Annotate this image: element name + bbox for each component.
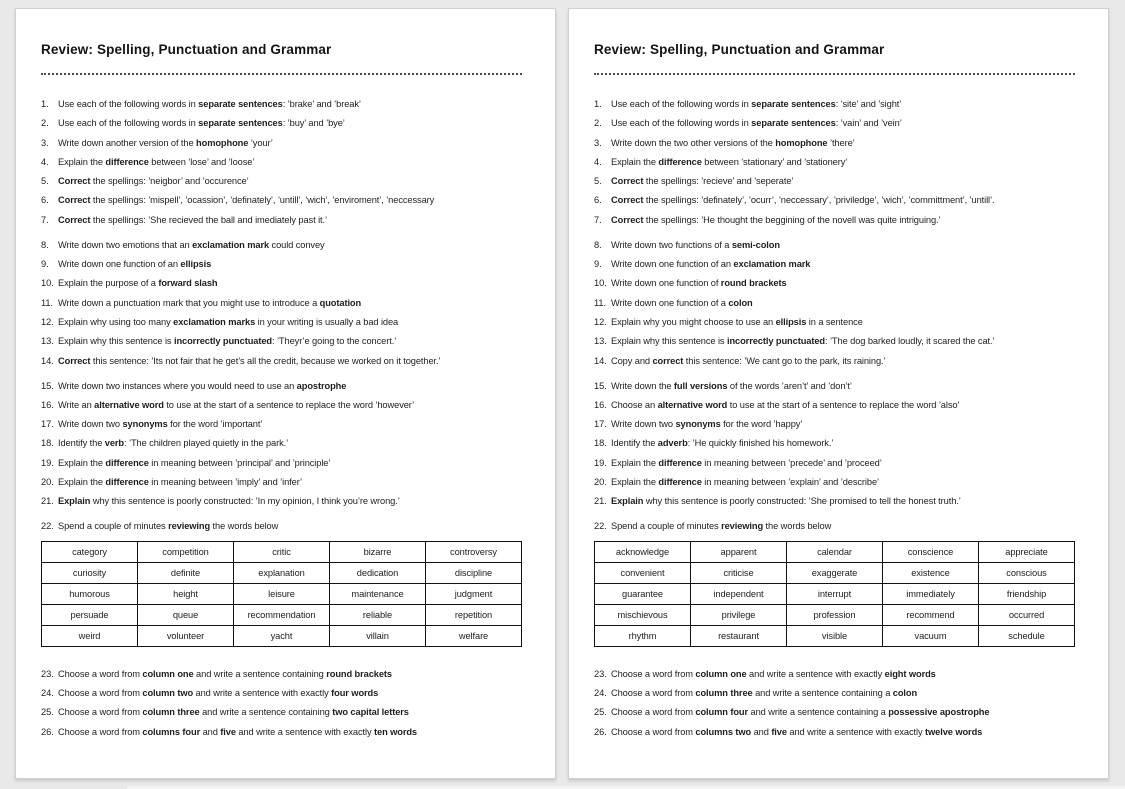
question-text: Correct the spellings: ’definately’, ’ocurr’, ’neccessary’, ’priviledge’, ’wich’, ’committment’, ’untill’. bbox=[611, 195, 995, 206]
question-text: Explain the difference in meaning between ’precede’ and ’proceed’ bbox=[611, 457, 882, 468]
question-row bbox=[41, 118, 522, 129]
word-cell: humorous bbox=[42, 583, 138, 604]
question-text: Choose a word from column three and write a sentence containing two capital letters bbox=[58, 707, 409, 718]
question-text: Spend a couple of minutes reviewing the words below bbox=[58, 521, 279, 532]
question-text: Use each of the following words in separate sentences: ’brake’ and ’break’ bbox=[58, 99, 361, 109]
question-row bbox=[41, 669, 522, 680]
question-row bbox=[594, 157, 1075, 168]
question-row bbox=[594, 298, 1075, 309]
question-number: 26. bbox=[594, 726, 607, 737]
word-review-table bbox=[594, 541, 1075, 647]
question-text: Identify the adverb: ’He quickly finished his homework.’ bbox=[611, 438, 834, 449]
question-row bbox=[41, 438, 522, 449]
question-row bbox=[41, 400, 522, 411]
word-cell: persuade bbox=[42, 604, 138, 625]
question-row bbox=[594, 99, 1075, 110]
question-text: Identify the verb: ’The children played quietly in the park.’ bbox=[58, 438, 289, 449]
question-number: 5. bbox=[594, 176, 602, 187]
question-row bbox=[594, 688, 1075, 699]
word-cell: profession bbox=[787, 604, 883, 625]
question-text: Spend a couple of minutes reviewing the words below bbox=[611, 521, 832, 532]
word-cell: volunteer bbox=[138, 625, 234, 646]
word-cell: restaurant bbox=[691, 625, 787, 646]
question-number: 3. bbox=[41, 137, 49, 148]
question-row bbox=[594, 118, 1075, 129]
question-text: Explain why this sentence is poorly constructed: ’She promised to tell the honest truth.’ bbox=[611, 496, 961, 507]
word-cell: critic bbox=[234, 541, 330, 562]
question-row bbox=[594, 707, 1075, 718]
question-number: 8. bbox=[41, 239, 49, 250]
word-cell: judgment bbox=[426, 583, 522, 604]
question-row bbox=[594, 669, 1075, 680]
question-row bbox=[41, 458, 522, 469]
question-number: 5. bbox=[41, 176, 49, 187]
question-text: Explain why this sentence is poorly constructed: ’In my opinion, I think you’re wrong.’ bbox=[58, 496, 400, 507]
question-text: Use each of the following words in separate sentences: ’site’ and ’sight’ bbox=[611, 99, 902, 109]
question-row bbox=[594, 317, 1075, 328]
worksheet-page-2 bbox=[568, 8, 1109, 779]
question-row bbox=[41, 356, 522, 367]
word-cell: leisure bbox=[234, 583, 330, 604]
question-group bbox=[41, 381, 522, 508]
question-number: 19. bbox=[594, 457, 607, 468]
question-number: 22. bbox=[594, 521, 607, 532]
question-row bbox=[41, 99, 522, 110]
table-row bbox=[595, 562, 1075, 583]
question-text: Explain the difference in meaning between ’explain’ and ’describe’ bbox=[611, 477, 880, 488]
question-text: Explain the difference between ’stationary’ and ’stationery’ bbox=[611, 156, 848, 167]
question-groups-top bbox=[594, 99, 1075, 532]
question-number: 25. bbox=[594, 707, 607, 718]
question-number: 16. bbox=[594, 399, 607, 410]
table-row bbox=[42, 562, 522, 583]
word-cell: convenient bbox=[595, 562, 691, 583]
question-row bbox=[41, 176, 522, 187]
question-group bbox=[594, 381, 1075, 508]
word-cell: villain bbox=[330, 625, 426, 646]
question-row bbox=[41, 138, 522, 149]
word-cell: privilege bbox=[691, 604, 787, 625]
question-number: 20. bbox=[41, 477, 54, 488]
question-number: 7. bbox=[594, 214, 602, 225]
question-text: Use each of the following words in separate sentences: ’vain’ and ’vein’ bbox=[611, 118, 902, 129]
question-text: Choose a word from column one and write a sentence containing round brackets bbox=[58, 668, 392, 679]
question-row bbox=[41, 521, 522, 532]
question-number: 2. bbox=[594, 118, 602, 129]
question-number: 10. bbox=[594, 278, 607, 289]
word-cell: competition bbox=[138, 541, 234, 562]
question-row bbox=[41, 298, 522, 309]
table-row bbox=[595, 583, 1075, 604]
question-text: Choose a word from column two and write a sentence with exactly four words bbox=[58, 687, 379, 698]
question-row bbox=[594, 336, 1075, 347]
question-number: 24. bbox=[594, 687, 607, 698]
question-text: Choose an alternative word to use at the start of a sentence to replace the word ’also’ bbox=[611, 399, 960, 410]
word-cell: rhythm bbox=[595, 625, 691, 646]
word-cell: welfare bbox=[426, 625, 522, 646]
question-text: Write down two synonyms for the word ’important’ bbox=[58, 419, 263, 430]
table-row bbox=[595, 541, 1075, 562]
question-number: 12. bbox=[41, 316, 54, 327]
word-cell: calendar bbox=[787, 541, 883, 562]
question-text: Choose a word from column four and write a sentence containing a possessive apostrophe bbox=[611, 707, 990, 718]
question-number: 20. bbox=[594, 477, 607, 488]
question-groups-top bbox=[41, 99, 522, 532]
question-group bbox=[594, 521, 1075, 532]
word-cell: recommend bbox=[883, 604, 979, 625]
word-cell: explanation bbox=[234, 562, 330, 583]
question-groups-bottom bbox=[41, 669, 522, 738]
question-number: 12. bbox=[594, 316, 607, 327]
question-number: 15. bbox=[594, 380, 607, 391]
question-text: Write down two functions of a semi-colon bbox=[611, 239, 780, 250]
question-row bbox=[41, 727, 522, 738]
question-text: Choose a word from column one and write a sentence with exactly eight words bbox=[611, 668, 936, 679]
word-cell: occurred bbox=[979, 604, 1075, 625]
question-text: Copy and correct this sentence: ’We cant go to the park, its raining.’ bbox=[611, 355, 886, 366]
word-cell: reliable bbox=[330, 604, 426, 625]
word-cell: category bbox=[42, 541, 138, 562]
question-number: 23. bbox=[594, 668, 607, 679]
word-review-table bbox=[41, 541, 522, 647]
question-row bbox=[594, 240, 1075, 251]
question-number: 23. bbox=[41, 668, 54, 679]
word-cell: appreciate bbox=[979, 541, 1075, 562]
word-cell: controversy bbox=[426, 541, 522, 562]
question-number: 10. bbox=[41, 278, 54, 289]
word-cell: guarantee bbox=[595, 583, 691, 604]
question-row bbox=[41, 240, 522, 251]
question-number: 18. bbox=[41, 438, 54, 449]
word-cell: vacuum bbox=[883, 625, 979, 646]
question-number: 21. bbox=[594, 496, 607, 507]
table-row bbox=[595, 625, 1075, 646]
question-row bbox=[41, 317, 522, 328]
question-text: Explain the purpose of a forward slash bbox=[58, 278, 218, 289]
question-group bbox=[594, 669, 1075, 738]
question-number: 8. bbox=[594, 239, 602, 250]
question-group bbox=[41, 669, 522, 738]
question-number: 1. bbox=[41, 99, 49, 109]
word-cell: visible bbox=[787, 625, 883, 646]
question-row bbox=[594, 195, 1075, 206]
question-row bbox=[41, 278, 522, 289]
worksheet-page-1 bbox=[15, 8, 556, 779]
page-title: Review: Spelling, Punctuation and Grammar bbox=[41, 42, 332, 57]
question-text: Choose a word from columns four and five and write a sentence with exactly ten words bbox=[58, 726, 418, 737]
question-text: Correct the spellings: ’recieve’ and ’seperate’ bbox=[611, 176, 794, 187]
question-number: 3. bbox=[594, 137, 602, 148]
word-cell: weird bbox=[42, 625, 138, 646]
question-text: Write down two emotions that an exclamation mark could convey bbox=[58, 239, 325, 250]
word-cell: friendship bbox=[979, 583, 1075, 604]
question-number: 22. bbox=[41, 521, 54, 532]
question-number: 9. bbox=[594, 259, 602, 270]
question-row bbox=[594, 521, 1075, 532]
question-text: Write down one function of an exclamation mark bbox=[611, 259, 811, 270]
question-number: 15. bbox=[41, 380, 54, 391]
question-number: 13. bbox=[41, 336, 54, 347]
word-cell: definite bbox=[138, 562, 234, 583]
question-number: 18. bbox=[594, 438, 607, 449]
question-text: Correct the spellings: ’mispell’, ’ocassion’, ’definately’, ’untill’, ’wich’, ’enviroment’, ’neccessary bbox=[58, 195, 435, 206]
word-table-container bbox=[41, 541, 522, 647]
word-cell: independent bbox=[691, 583, 787, 604]
word-cell: mischievous bbox=[595, 604, 691, 625]
question-group bbox=[41, 99, 522, 226]
question-row bbox=[41, 707, 522, 718]
question-row bbox=[594, 138, 1075, 149]
question-text: Explain why this sentence is incorrectly punctuated: ’Theyr’e going to the concert.’ bbox=[58, 336, 397, 347]
word-cell: dedication bbox=[330, 562, 426, 583]
question-text: Write down the two other versions of the homophone ’there’ bbox=[611, 137, 855, 148]
word-cell: exaggerate bbox=[787, 562, 883, 583]
question-number: 6. bbox=[594, 195, 602, 206]
question-text: Explain the difference in meaning between ’principal’ and ’principle’ bbox=[58, 457, 331, 468]
word-cell: immediately bbox=[883, 583, 979, 604]
table-row bbox=[42, 604, 522, 625]
question-row bbox=[41, 157, 522, 168]
table-row bbox=[42, 541, 522, 562]
question-text: Write down the full versions of the words ’aren’t’ and ’don’t’ bbox=[611, 380, 852, 391]
question-number: 16. bbox=[41, 399, 54, 410]
question-row bbox=[594, 438, 1075, 449]
question-number: 11. bbox=[41, 297, 53, 308]
word-table-container bbox=[594, 541, 1075, 647]
question-text: Explain the difference in meaning between ’imply’ and ’infer’ bbox=[58, 477, 303, 488]
question-text: Write down two instances where you would need to use an apostrophe bbox=[58, 380, 347, 391]
word-cell: interrupt bbox=[787, 583, 883, 604]
word-cell: schedule bbox=[979, 625, 1075, 646]
question-number: 14. bbox=[594, 355, 607, 366]
question-text: Correct the spellings: ’He thought the beggining of the novell was quite intriguing.’ bbox=[611, 214, 941, 225]
question-row bbox=[594, 278, 1075, 289]
question-number: 21. bbox=[41, 496, 54, 507]
question-number: 9. bbox=[41, 259, 49, 270]
question-text: Write down another version of the homophone ’your’ bbox=[58, 137, 273, 148]
question-groups-bottom bbox=[594, 669, 1075, 738]
question-row bbox=[594, 419, 1075, 430]
question-text: Explain why you might choose to use an ellipsis in a sentence bbox=[611, 316, 863, 327]
question-row bbox=[594, 215, 1075, 226]
word-cell: criticise bbox=[691, 562, 787, 583]
word-cell: curiosity bbox=[42, 562, 138, 583]
question-number: 26. bbox=[41, 726, 54, 737]
question-row bbox=[594, 496, 1075, 507]
question-row bbox=[41, 496, 522, 507]
question-number: 14. bbox=[41, 355, 54, 366]
question-text: Choose a word from column three and write a sentence containing a colon bbox=[611, 687, 918, 698]
question-number: 4. bbox=[594, 156, 602, 167]
question-row bbox=[594, 400, 1075, 411]
question-row bbox=[594, 477, 1075, 488]
question-row bbox=[41, 215, 522, 226]
word-cell: yacht bbox=[234, 625, 330, 646]
question-text: Write down two synonyms for the word ’happy’ bbox=[611, 419, 803, 430]
question-row bbox=[594, 727, 1075, 738]
question-row bbox=[41, 381, 522, 392]
question-row bbox=[41, 419, 522, 430]
question-group bbox=[41, 240, 522, 367]
question-row bbox=[41, 259, 522, 270]
table-row bbox=[42, 625, 522, 646]
word-cell: conscious bbox=[979, 562, 1075, 583]
question-text: Explain why this sentence is incorrectly punctuated: ’The dog barked loudly, it scared the cat.’ bbox=[611, 336, 995, 347]
question-text: Write down one function of round brackets bbox=[611, 278, 787, 289]
question-number: 19. bbox=[41, 457, 54, 468]
question-row bbox=[594, 176, 1075, 187]
question-text: Correct the spellings: ’She recieved the ball and imediately past it.’ bbox=[58, 214, 327, 225]
word-cell: bizarre bbox=[330, 541, 426, 562]
question-group bbox=[594, 240, 1075, 367]
question-number: 7. bbox=[41, 214, 49, 225]
question-group bbox=[594, 99, 1075, 226]
question-number: 25. bbox=[41, 707, 54, 718]
question-row bbox=[594, 259, 1075, 270]
word-cell: repetition bbox=[426, 604, 522, 625]
word-cell: acknowledge bbox=[595, 541, 691, 562]
question-text: Write down one function of an ellipsis bbox=[58, 259, 212, 270]
question-number: 11. bbox=[594, 297, 606, 308]
question-number: 24. bbox=[41, 687, 54, 698]
question-number: 17. bbox=[594, 419, 607, 430]
table-row bbox=[42, 583, 522, 604]
question-row bbox=[594, 381, 1075, 392]
question-group bbox=[41, 521, 522, 532]
question-text: Use each of the following words in separate sentences: ’buy’ and ’bye’ bbox=[58, 118, 345, 129]
question-text: Write an alternative word to use at the start of a sentence to replace the word ’however’ bbox=[58, 399, 415, 410]
word-cell: existence bbox=[883, 562, 979, 583]
word-cell: apparent bbox=[691, 541, 787, 562]
question-row bbox=[594, 458, 1075, 469]
question-text: Correct the spellings: ’neigbor’ and ’occurence’ bbox=[58, 176, 249, 187]
table-row bbox=[595, 604, 1075, 625]
question-text: Write down a punctuation mark that you might use to introduce a quotation bbox=[58, 297, 362, 308]
question-number: 17. bbox=[41, 419, 54, 430]
question-row bbox=[41, 195, 522, 206]
word-cell: discipline bbox=[426, 562, 522, 583]
question-number: 1. bbox=[594, 99, 602, 109]
question-row bbox=[41, 336, 522, 347]
page-title: Review: Spelling, Punctuation and Grammar bbox=[594, 42, 885, 57]
question-row bbox=[41, 688, 522, 699]
question-text: Explain why using too many exclamation marks in your writing is usually a bad idea bbox=[58, 316, 399, 327]
question-row bbox=[41, 477, 522, 488]
question-text: Explain the difference between ’lose’ and ’loose’ bbox=[58, 156, 255, 167]
word-cell: recommendation bbox=[234, 604, 330, 625]
question-text: Correct this sentence: ’Its not fair that he get’s all the credit, because we worked on it together.’ bbox=[58, 355, 441, 366]
question-text: Write down one function of a colon bbox=[611, 297, 753, 308]
name-line-divider bbox=[594, 73, 1075, 75]
question-text: Choose a word from columns two and five and write a sentence with exactly twelve words bbox=[611, 726, 983, 737]
word-cell: conscience bbox=[883, 541, 979, 562]
question-number: 6. bbox=[41, 195, 49, 206]
question-number: 2. bbox=[41, 118, 49, 129]
question-row bbox=[594, 356, 1075, 367]
word-cell: maintenance bbox=[330, 583, 426, 604]
question-number: 4. bbox=[41, 156, 49, 167]
word-cell: height bbox=[138, 583, 234, 604]
word-cell: queue bbox=[138, 604, 234, 625]
question-number: 13. bbox=[594, 336, 607, 347]
name-line-divider bbox=[41, 73, 522, 75]
